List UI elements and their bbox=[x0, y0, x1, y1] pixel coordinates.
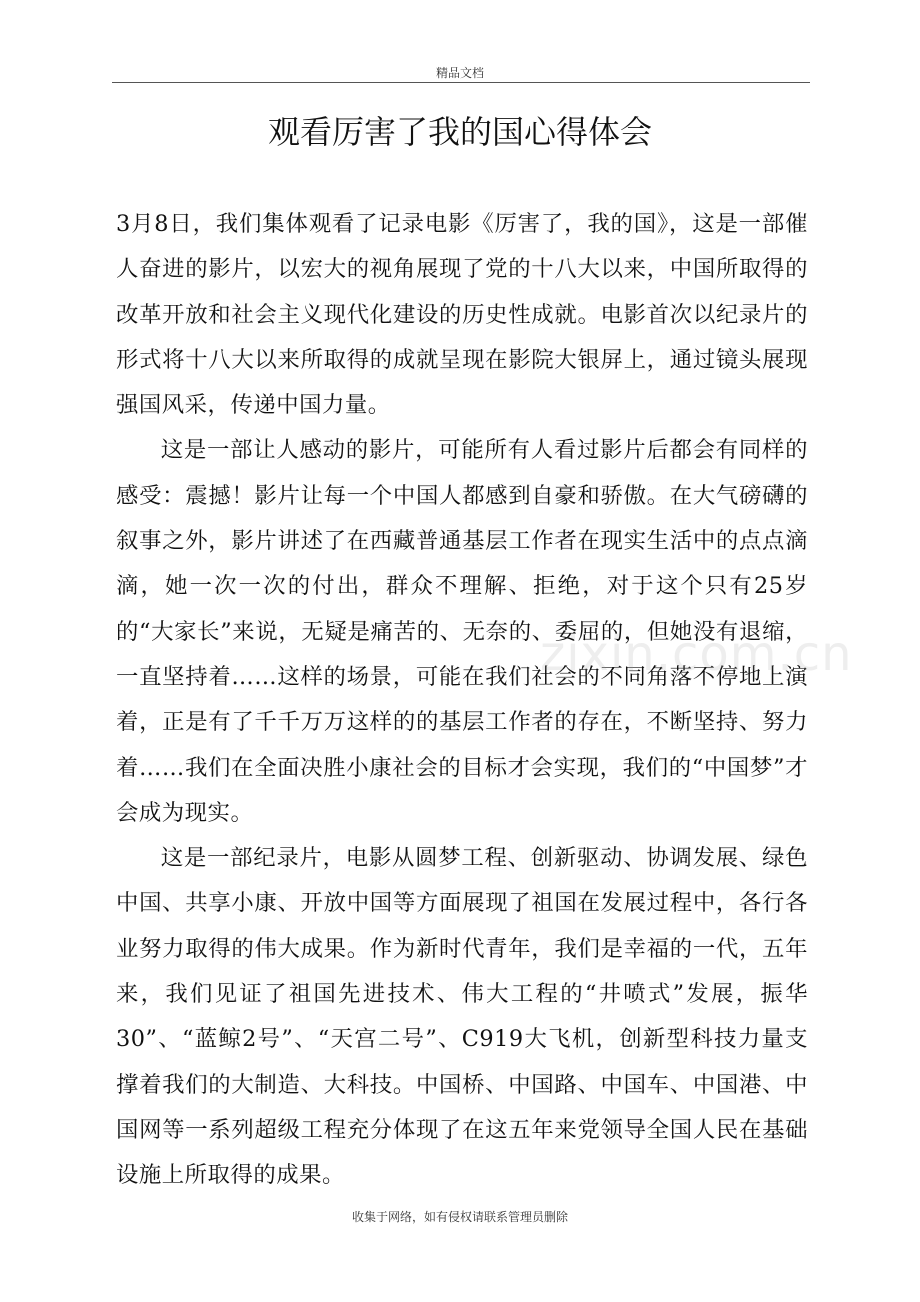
paragraph-3: 这是一部纪录片，电影从圆梦工程、创新驱动、协调发展、绿色中国、共享小康、开放中国等方面展现了祖国在发展过程中，各行各业努力取得的伟大成果。作为新时代青年，我们是幸福的一代，五年来，我们见证了祖国先进技术、伟大工程的“井喷式”发展，振华30”、“蓝鲸2号”、“天宫二号”、C919大飞机，创新型科技力量支撑着我们的大制造、大科技。中国桥、中国路、中国车、中国港、中国网等一系列超级工程充分体现了在这五年来党领导全国人民在基础设施上所取得的成果。 bbox=[116, 845, 808, 1189]
header-divider bbox=[112, 82, 810, 83]
footer-label: 收集于网络，如有侵权请联系管理员删除 bbox=[351, 1210, 568, 1224]
header-label: 精品文档 bbox=[435, 66, 484, 80]
watermark-text: zixin.com.cn bbox=[540, 626, 853, 682]
paragraph-2: 这是一部让人感动的影片，可能所有人看过影片后都会有同样的感受：震撼！影片让每一个中国人都感到自豪和骄傲。在大气磅礴的叙事之外，影片讲述了在西藏普通基层工作者在现实生活中的点点滴滴，她一次一次的付出，群众不理解、拒绝，对于这个只有25岁的“大家长”来说，无疑是痛苦的、无奈的、委屈的，但她没有退缩，一直坚持着……这样的场景，可能在我们社会的不同角落不停地上演着，正是有了千千万万这样的的基层工作者的存在，不断坚持、努力着……我们在全面决胜小康社会的目标才会实现，我们的“中国梦”才会成为现实。 bbox=[116, 437, 808, 826]
document-title: 观看厉害了我的国心得体会 bbox=[267, 113, 652, 151]
document-body bbox=[116, 202, 808, 1199]
paragraph-1: 3月8日，我们集体观看了记录电影《厉害了，我的国》，这是一部催人奋进的影片，以宏大的视角展现了党的十八大以来，中国所取得的改革开放和社会主义现代化建设的历史性成就。电影首次以纪录片的形式将十八大以来所取得的成就呈现在影院大银屏上，通过镜头展现强国风采，传递中国力量。 bbox=[116, 211, 808, 419]
